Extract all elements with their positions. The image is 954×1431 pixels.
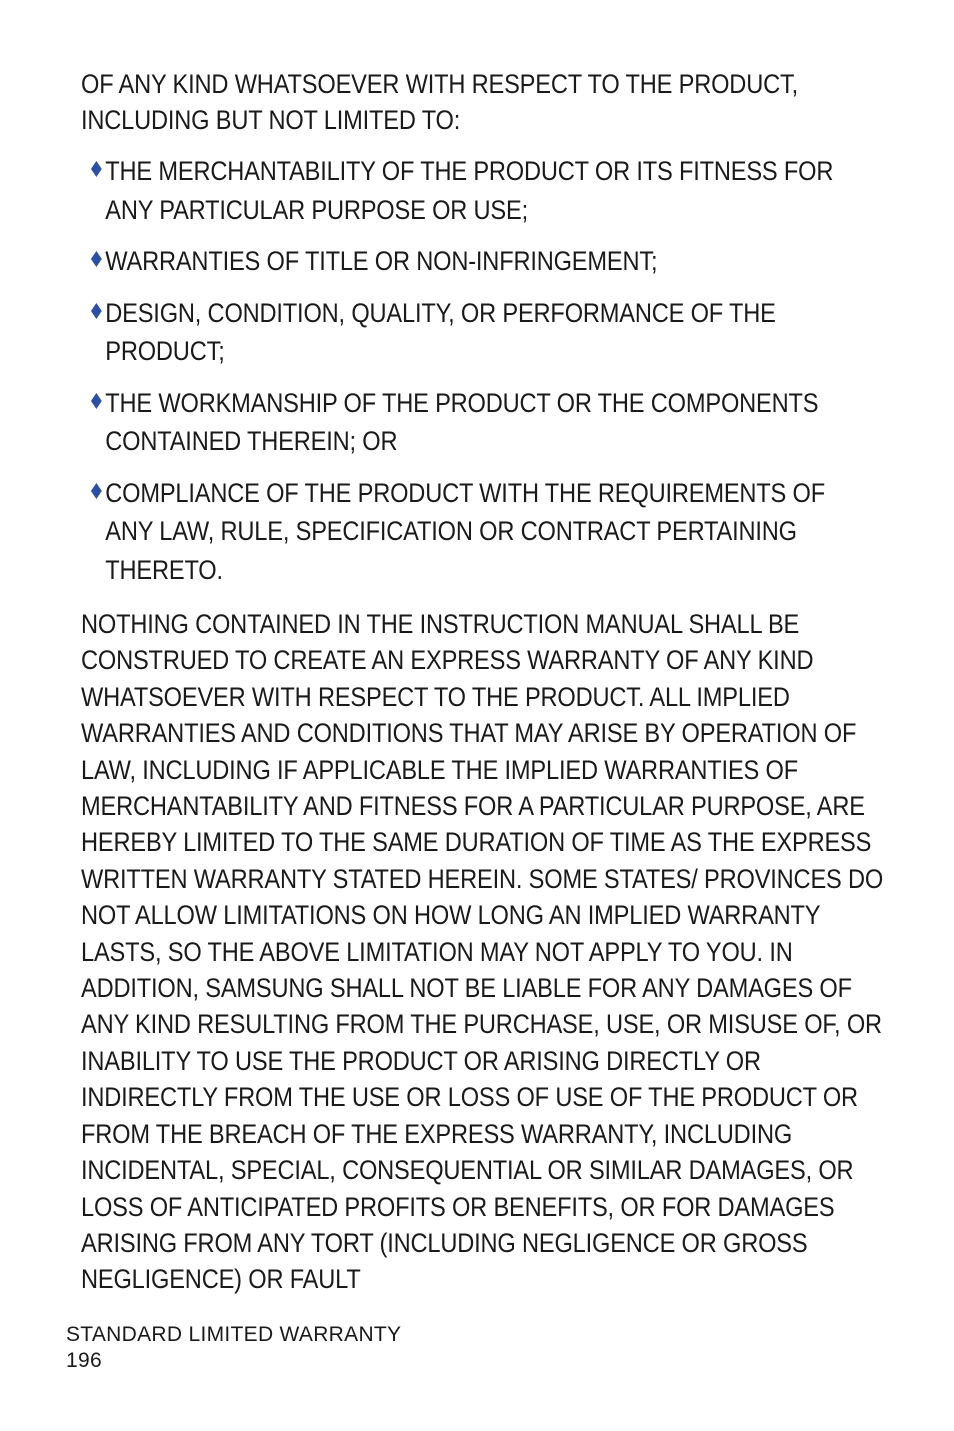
list-item-text: DESIGN, CONDITION, QUALITY, OR PERFORMANCE OF THE PRODUCT; <box>105 297 776 366</box>
list-item-text: THE MERCHANTABILITY OF THE PRODUCT OR ITS FITNESS FOR ANY PARTICULAR PURPOSE OR USE; <box>105 156 834 225</box>
list-item-text: COMPLIANCE OF THE PRODUCT WITH THE REQUIREMENTS OF ANY LAW, RULE, SPECIFICATION OR CONTRACT PERTAINING THERETO. <box>105 477 825 585</box>
page-footer <box>66 1322 401 1374</box>
intro-paragraph: OF ANY KIND WHATSOEVER WITH RESPECT TO THE PRODUCT, INCLUDING BUT NOT LIMITED TO: <box>81 69 798 136</box>
warranty-exclusion-list <box>86 152 856 602</box>
list-item <box>86 384 856 461</box>
diamond-bullet-icon: ♦ <box>87 158 105 183</box>
list-item <box>86 294 856 371</box>
list-item <box>86 152 856 229</box>
list-item <box>86 474 856 590</box>
list-item-text: THE WORKMANSHIP OF THE PRODUCT OR THE COMPONENTS CONTAINED THEREIN; OR <box>105 387 819 456</box>
diamond-bullet-icon: ♦ <box>87 389 105 415</box>
page-number: 196 <box>66 1349 102 1372</box>
footer-section-title: STANDARD LIMITED WARRANTY <box>66 1323 402 1346</box>
diamond-bullet-icon: ♦ <box>87 479 105 505</box>
limitation-paragraph: NOTHING CONTAINED IN THE INSTRUCTION MANUAL SHALL BE CONSTRUED TO CREATE AN EXPRESS WARRANTY OF ANY KIND WHATSOEVER WITH RESPECT TO THE PRODUCT. ALL IMPLIED WARRANTIES AND CONDITIONS THAT MAY ARISE BY OPERATION OF LAW, INCLUDING IF APPLICABLE THE IMPLIED WARRANTIES OF MERCHANTABILITY AND FITNESS FOR A PARTICULAR PURPOSE, ARE HEREBY LIMITED TO THE SAME DURATION OF TIME AS THE EXPRESS WRITTEN WARRANTY STATED HEREIN. SOME STATES/ PROVINCES DO NOT ALLOW LIMITATIONS ON HOW LONG AN IMPLIED WARRANTY LASTS, SO THE ABOVE LIMITATION MAY NOT APPLY TO YOU. IN ADDITION, SAMSUNG SHALL NOT BE LIABLE FOR ANY DAMAGES OF ANY KIND RESULTING FROM THE PURCHASE, USE, OR MISUSE OF, OR INABILITY TO USE THE PRODUCT OR ARISING DIRECTLY OR INDIRECTLY FROM THE USE OR LOSS OF USE OF THE PRODUCT OR FROM THE BREACH OF THE EXPRESS WARRANTY, INCLUDING INCIDENTAL, SPECIAL, CONSEQUENTIAL OR SIMILAR DAMAGES, OR LOSS OF ANTICIPATED PROFITS OR BENEFITS, OR FOR DAMAGES ARISING FROM ANY TORT (INCLUDING NEGLIGENCE OR GROSS NEGLIGENCE) OR FAULT <box>81 609 884 1295</box>
diamond-bullet-icon: ♦ <box>87 299 105 325</box>
list-item <box>86 242 856 281</box>
diamond-bullet-icon: ♦ <box>87 248 105 273</box>
list-item-text: WARRANTIES OF TITLE OR NON-INFRINGEMENT; <box>105 246 658 276</box>
